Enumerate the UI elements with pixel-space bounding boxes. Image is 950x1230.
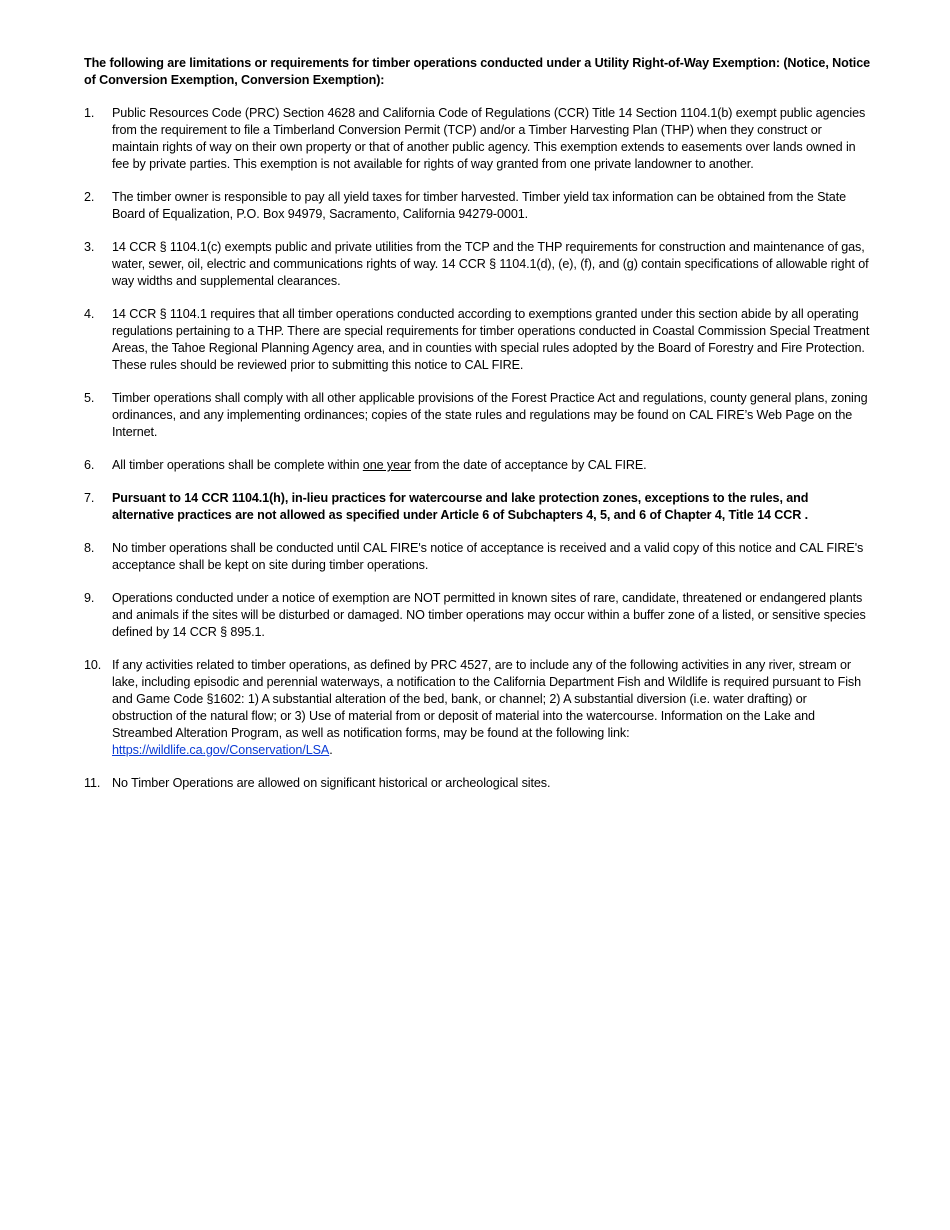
item-text: Operations conducted under a notice of exemption are NOT permitted in known sites of rare, candidate, threatened or endangered plants and animals if the sites will be disturbed or damaged. NO timber operations may occur within a buffer zone of a listed, or sensitive species defined by 14 CCR § 895.1.	[112, 591, 866, 639]
item-number: 4.	[84, 307, 95, 321]
list-item-9	[84, 590, 870, 641]
item-text: 14 CCR § 1104.1(c) exempts public and private utilities from the TCP and the THP requirements for construction and maintenance of gas, water, sewer, oil, electric and communications rights of way. 14 CCR § 1104.1(d), (e), (f), and (g) contain specifications of allowable right of way widths and supplemental clearances.	[112, 240, 869, 288]
list-item-1	[84, 105, 870, 173]
item-text: Timber operations shall comply with all other applicable provisions of the Forest Practice Act and regulations, county general plans, zoning ordinances, and any implementing ordinances; copies of the state rules and regulations may be found on CAL FIRE’s Web Page on the Internet.	[112, 391, 868, 439]
item-number: 8.	[84, 541, 95, 555]
underlined-duration: one year	[362, 458, 412, 472]
item-number: 7.	[84, 491, 95, 505]
list-item-8	[84, 540, 870, 574]
item-text-bold: Pursuant to 14 CCR 1104.1(h), in-lieu practices for watercourse and lake protection zones, exceptions to the rules, and alternative practices are not allowed as specified under Article 6 of Subchapters 4, 5, and 6 of Chapter 4, Title 14 CCR .	[112, 491, 809, 522]
item-text: Public Resources Code (PRC) Section 4628 and California Code of Regulations (CCR) Title 14 Section 1104.1(b) exempt public agencies from the requirement to file a Timberland Conversion Permit (TCP) and/or a Timber Harvesting Plan (THP) when they construct or maintain rights of way on their own property or that of another public agency. This exemption extends to easements over lands owned in fee by private parties. This exemption is not available for rights of way granted from one private landowner to another.	[112, 106, 866, 171]
item-text-before: All timber operations shall be complete within	[112, 458, 363, 472]
intro-heading: The following are limitations or requirements for timber operations conducted under a Utility Right-of-Way Exemption: (Notice, Notice of Conversion Exemption, Conversion Exemption):	[84, 56, 871, 87]
lsa-program-link[interactable]: https://wildlife.ca.gov/Conservation/LSA	[112, 743, 330, 757]
list-item-11	[84, 775, 870, 792]
item-number: 3.	[84, 240, 95, 254]
item-text: No Timber Operations are allowed on significant historical or archeological sites.	[112, 776, 551, 790]
item-text-with-link	[112, 657, 870, 759]
list-item-6	[84, 457, 870, 474]
item-text: If any activities related to timber operations, as defined by PRC 4527, are to include any of the following activities in any river, stream or lake, including episodic and perennial waterways, a notification to the California Department Fish and Wildlife is required pursuant to Fish and Game Code §1602: 1) A substantial alteration of the bed, bank, or channel; 2) A substantial diversion (i.e. water drafting) or obstruction of the natural flow; or 3) Use of material from or deposit of material into the watercourse. Information on the Lake and Streambed Alteration Program, as well as notification forms, may be found at the following link:	[112, 658, 862, 740]
item-text	[112, 457, 870, 474]
link-suffix: .	[329, 743, 333, 757]
list-item-10	[84, 657, 870, 759]
list-item-4	[84, 306, 870, 374]
item-text-after: from the date of acceptance by CAL FIRE.	[411, 458, 647, 472]
item-number: 1.	[84, 106, 95, 120]
list-item-7	[84, 490, 870, 524]
item-text: No timber operations shall be conducted until CAL FIRE's notice of acceptance is received and a valid copy of this notice and CAL FIRE's acceptance shall be kept on site during timber operations.	[112, 541, 864, 572]
item-number: 2.	[84, 190, 95, 204]
requirements-list	[84, 105, 870, 792]
list-item-5	[84, 390, 870, 441]
document-page	[84, 55, 870, 808]
item-text: 14 CCR § 1104.1 requires that all timber operations conducted according to exemptions granted under this section abide by all operating regulations pertaining to a THP. There are special requirements for timber operations conducted in Coastal Commission Special Treatment Areas, the Tahoe Regional Planning Agency area, and in counties with special rules adopted by the Board of Forestry and Fire Protection. These rules should be reviewed prior to submitting this notice to CAL FIRE.	[112, 307, 870, 372]
item-number: 6.	[84, 458, 95, 472]
item-text: The timber owner is responsible to pay all yield taxes for timber harvested. Timber yield tax information can be obtained from the State Board of Equalization, P.O. Box 94979, Sacramento, California 94279-0001.	[112, 190, 846, 221]
item-number: 10.	[84, 658, 102, 672]
list-item-2	[84, 189, 870, 223]
list-item-3	[84, 239, 870, 290]
item-number: 11.	[84, 776, 101, 790]
item-number: 9.	[84, 591, 95, 605]
item-number: 5.	[84, 391, 95, 405]
